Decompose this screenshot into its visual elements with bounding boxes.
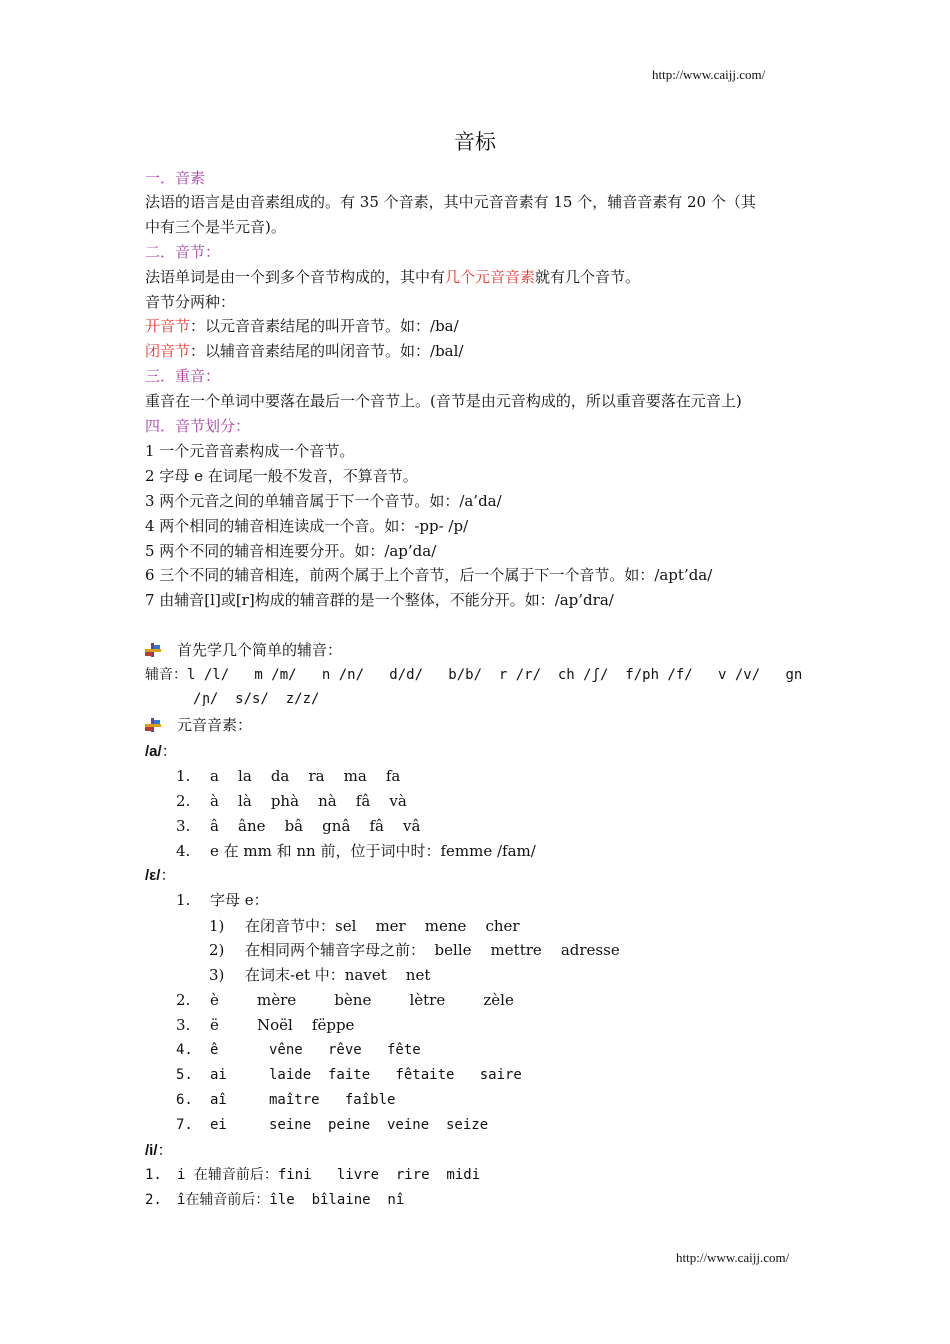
item-number: 2. xyxy=(176,991,191,1009)
item-text: aî maître faîble xyxy=(210,1092,396,1108)
vowel-a-label-line xyxy=(145,742,177,761)
vowel-e-item xyxy=(176,1041,421,1059)
vowel-a-label: /a/ xyxy=(145,743,162,760)
item-text: à là phà nà fâ và xyxy=(210,792,407,810)
vowel-a-item xyxy=(176,767,400,785)
vowel-i-colon: ： xyxy=(157,1141,173,1159)
item-number: 3. xyxy=(176,817,191,835)
item-text: ê vêne rêve fête xyxy=(210,1042,421,1058)
item-text: i 在辅音前后：fini livre rire midi xyxy=(177,1167,481,1183)
colored-bullet-icon xyxy=(145,643,161,657)
rule-item-5: 5 两个不同的辅音相连要分开。如：/ap’da/ xyxy=(145,542,437,560)
closed-syllable-line xyxy=(145,342,463,360)
item-number: 1. xyxy=(176,891,191,909)
section-3-paragraph: 重音在一个单词中要落在最后一个音节上。(音节是由元音构成的，所以重音要落在元音上) xyxy=(145,392,742,410)
rule-item-1: 1 一个元音音素构成一个音节。 xyxy=(145,442,355,460)
colored-bullet-icon xyxy=(145,718,161,732)
item-text: î在辅音前后：île bîlaine nî xyxy=(177,1192,405,1208)
page-title: 音标 xyxy=(454,130,496,154)
subitem-number: 3) xyxy=(209,966,225,984)
item-number: 4. xyxy=(176,1042,193,1058)
vowel-i-label-line xyxy=(145,1141,173,1160)
section-3-heading: 三．重音： xyxy=(145,367,221,385)
rule-item-2: 2 字母 e 在词尾一般不发音，不算音节。 xyxy=(145,467,418,485)
consonants-heading: 首先学几个简单的辅音： xyxy=(177,641,343,659)
header-url[interactable]: http://www.caijj.com/ xyxy=(652,67,766,82)
section-1-paragraph-line-2: 中有三个是半元音)。 xyxy=(145,218,286,236)
vowel-e-item xyxy=(176,1016,354,1034)
item-number: 3. xyxy=(176,1016,191,1034)
vowel-e-item xyxy=(176,1116,488,1134)
vowel-i-label: /i/ xyxy=(145,1142,158,1159)
subitem-text: 在闭音节中：sel mer mene cher xyxy=(245,917,520,935)
open-syllable-text: ：以元音音素结尾的叫开音节。如：/ba/ xyxy=(190,317,459,335)
section-1-heading: 一．音素 xyxy=(145,169,206,187)
section-2-heading: 二．音节： xyxy=(145,243,221,261)
item-number: 6. xyxy=(176,1092,193,1108)
open-syllable-line xyxy=(145,317,459,335)
item-number: 5. xyxy=(176,1067,193,1083)
rule-item-6: 6 三个不同的辅音相连，前两个属于上个音节，后一个属于下一个音节。如：/apt’da/ xyxy=(145,566,713,584)
item-text: ai laide faite fêtaite saire xyxy=(210,1067,522,1083)
subitem-text: 在词末-et 中：navet net xyxy=(245,966,431,984)
vowel-i-item xyxy=(145,1191,404,1209)
vowel-i-item xyxy=(145,1166,480,1184)
section-4-heading: 四．音节划分： xyxy=(145,417,251,435)
vowel-e-subitem xyxy=(209,941,620,959)
vowel-a-item xyxy=(176,842,536,860)
vowel-e-item xyxy=(176,1091,395,1109)
vowel-e-colon: ： xyxy=(160,866,176,884)
vowel-e-item xyxy=(176,991,514,1009)
item-text: a la da ra ma fa xyxy=(210,767,401,785)
subitem-number: 2) xyxy=(209,941,225,959)
vowel-e-subitem xyxy=(209,917,520,935)
section-2-text-a: 法语单词是由一个到多个音节构成的，其中有 xyxy=(145,268,446,286)
rule-item-4: 4 两个相同的辅音相连读成一个音。如：-pp- /p/ xyxy=(145,517,469,535)
vowel-a-item xyxy=(176,792,407,810)
item-text: e 在 mm 和 nn 前，位于词中时：femme /fam/ xyxy=(210,842,536,860)
item-text: ei seine peine veine seize xyxy=(210,1117,489,1133)
item-number: 4. xyxy=(176,842,191,860)
section-2-highlight: 几个元音音素 xyxy=(445,268,536,286)
vowel-e-subitem xyxy=(209,966,430,984)
vowels-heading: 元音音素： xyxy=(177,716,253,734)
item-number: 1. xyxy=(176,767,191,785)
item-text: è mère bène lètre zèle xyxy=(210,991,514,1009)
subitem-number: 1) xyxy=(209,917,225,935)
consonants-heading-line xyxy=(145,641,342,659)
consonants-list-line-2: /ɲ/ s/s/ z/z/ xyxy=(193,691,320,707)
vowel-e-label-line xyxy=(145,866,175,885)
section-2-text-c: 就有几个音节。 xyxy=(535,268,641,286)
closed-syllable-text: ：以辅音音素结尾的叫闭音节。如：/bal/ xyxy=(190,342,464,360)
section-2-paragraph xyxy=(145,268,640,286)
footer-url[interactable]: http://www.caijj.com/ xyxy=(676,1250,790,1265)
closed-syllable-label: 闭音节 xyxy=(145,342,191,360)
vowel-e-label: /ε/ xyxy=(145,867,161,884)
rule-item-7: 7 由辅音[l]或[r]构成的辅音群的是一个整体，不能分开。如：/ap’dra/ xyxy=(145,591,614,609)
item-text: â âne bâ gnâ fâ vâ xyxy=(210,817,421,835)
item-number: 2. xyxy=(145,1192,162,1208)
section-1-paragraph-line-1: 法语的语言是由音素组成的。有 35 个音素，其中元音音素有 15 个，辅音音素有 20 个（其 xyxy=(145,193,756,211)
item-text: 字母 e： xyxy=(210,891,269,909)
vowel-e-item xyxy=(176,891,269,909)
item-text: ë Noël fëppe xyxy=(210,1016,355,1034)
open-syllable-label: 开音节 xyxy=(145,317,191,335)
vowels-heading-line xyxy=(145,716,252,734)
item-number: 1. xyxy=(145,1167,162,1183)
rule-item-3: 3 两个元音之间的单辅音属于下一个音节。如：/a’da/ xyxy=(145,492,502,510)
item-number: 7. xyxy=(176,1117,193,1133)
vowel-e-item xyxy=(176,1066,522,1084)
consonants-list-line-1: 辅音：l /l/ m /m/ n /n/ d/d/ b/b/ r /r/ ch /ʃ/ f/ph /f/ v /v/ gn xyxy=(145,667,803,683)
vowel-a-colon: ： xyxy=(161,742,177,760)
subitem-text: 在相同两个辅音字母之前： belle mettre adresse xyxy=(245,941,620,959)
vowel-a-item xyxy=(176,817,420,835)
syllable-types-intro: 音节分两种： xyxy=(145,293,236,311)
item-number: 2. xyxy=(176,792,191,810)
